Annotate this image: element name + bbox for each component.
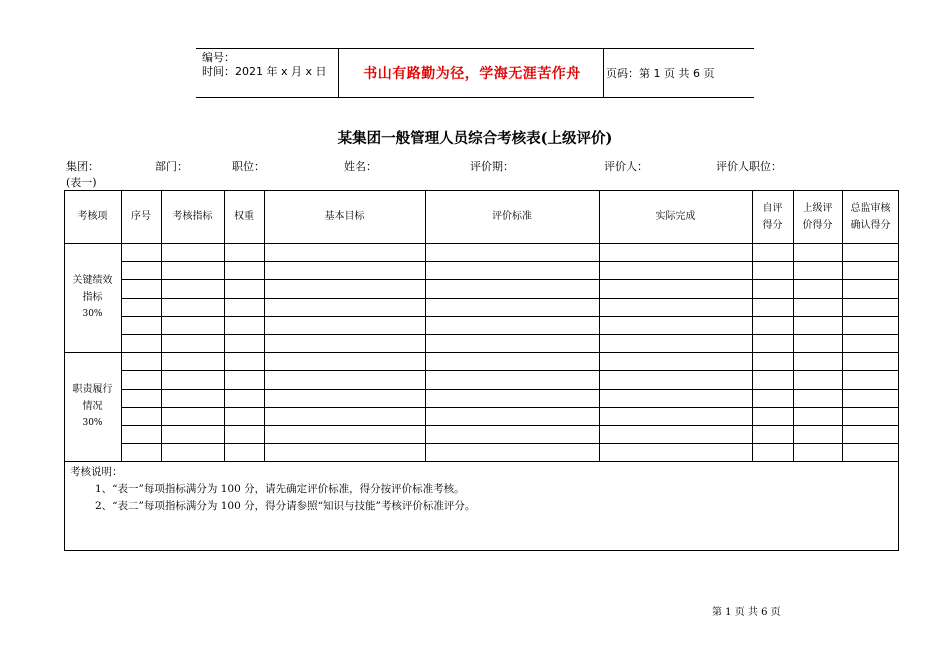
column-header: 自评得分 <box>762 202 783 231</box>
note-item: 2、“表二”每项指标满分为 100 分，得分请参照“知识与技能”考核评价标准评分。 <box>95 500 476 512</box>
page-footer: 第 1 页 共 6 页 <box>712 607 781 618</box>
header-meta <box>202 51 327 79</box>
table-rule <box>121 443 899 444</box>
notes <box>70 464 475 515</box>
column-header: 考核指标 <box>172 211 213 222</box>
info-field-name: 姓名： <box>344 160 377 173</box>
table-rule <box>121 389 899 390</box>
info-field-evaluator-position: 评价人职位： <box>716 160 782 173</box>
info-field-period: 评价期： <box>470 160 514 173</box>
column-header: 总监审核确认得分 <box>850 202 891 231</box>
info-field-position: 职位： <box>232 160 265 173</box>
note-item: 1、“表一”每项指标满分为 100 分，请先确定评价标准，得分按评价标准考核。 <box>95 483 465 495</box>
notes-heading: 考核说明： <box>70 466 123 478</box>
column-header: 权重 <box>234 211 254 222</box>
column-header: 序号 <box>131 211 151 222</box>
document-header <box>196 48 754 98</box>
number-label: 编号： <box>202 51 235 64</box>
table-rule <box>64 243 899 244</box>
section-label <box>64 243 121 352</box>
table-rule <box>64 461 899 462</box>
header-divider <box>603 49 604 97</box>
table-rule <box>64 550 899 551</box>
column-header: 评价标准 <box>492 211 532 222</box>
table-rule <box>121 279 899 280</box>
column-header: 基本目标 <box>324 211 365 222</box>
info-field-evaluator: 评价人： <box>604 160 648 173</box>
section-weight: 30% <box>82 418 103 429</box>
table-rule <box>121 370 899 371</box>
column-header: 考核项 <box>77 211 108 222</box>
table-rule <box>121 298 899 299</box>
table-rule <box>121 407 899 408</box>
table-rule <box>121 425 899 426</box>
header-divider <box>338 49 339 97</box>
info-field-group: 集团： <box>66 160 99 173</box>
column-header: 实际完成 <box>655 211 696 222</box>
page-title: 某集团一般管理人员综合考核表(上级评价) <box>337 130 613 147</box>
table-rule <box>64 352 899 353</box>
table-rule <box>121 261 899 262</box>
header-page-number: 页码：第 1 页 共 6 页 <box>606 67 715 80</box>
table-rule <box>121 316 899 317</box>
motto: 书山有路勤为径，学海无涯苦作舟 <box>363 66 581 82</box>
table-label: (表一) <box>66 176 97 189</box>
time-text: 时间：2021 年 x 月 x 日 <box>202 65 327 78</box>
info-field-department: 部门： <box>155 160 188 173</box>
table-rule <box>121 334 899 335</box>
column-header: 上级评价得分 <box>802 202 833 231</box>
section-weight: 30% <box>82 309 103 320</box>
section-name: 职责履行情况 <box>72 384 113 413</box>
section-name: 关键绩效指标 <box>72 275 113 304</box>
section-label <box>64 352 121 461</box>
